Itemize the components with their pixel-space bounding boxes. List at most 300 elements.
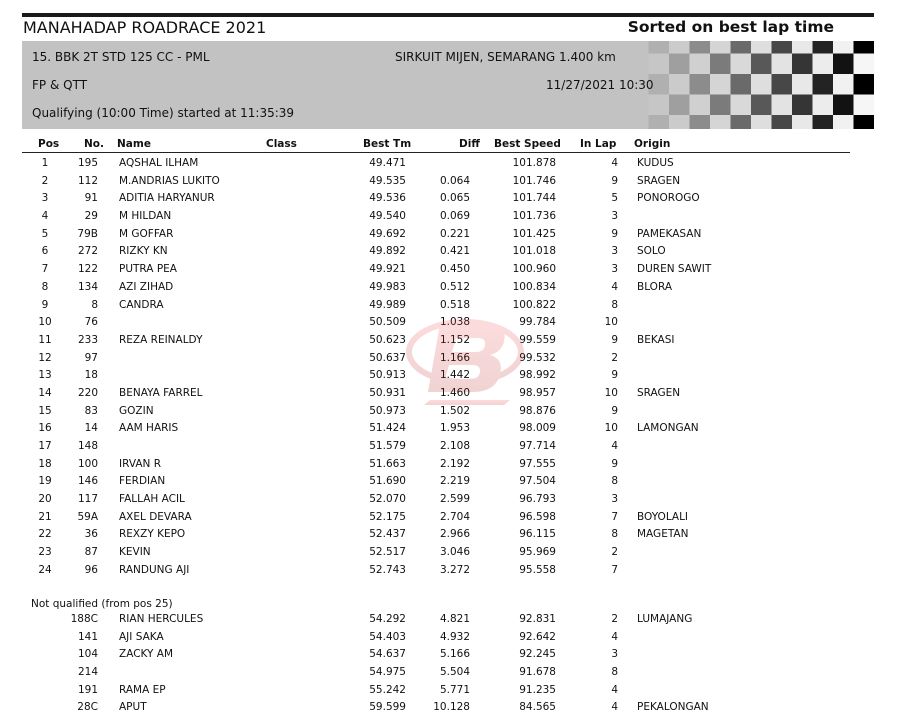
number-cell: 79B xyxy=(77,227,98,240)
diff-cell: 10.128 xyxy=(433,701,470,714)
checker-cell xyxy=(669,74,690,95)
best-speed-cell: 99.784 xyxy=(519,316,556,329)
best-time-cell: 49.921 xyxy=(369,263,406,276)
results-table xyxy=(22,155,850,580)
pos-cell: 2 xyxy=(41,174,49,187)
name-cell: ZACKY AM xyxy=(119,648,174,661)
table-row xyxy=(22,332,850,350)
best-time-cell: 54.403 xyxy=(369,630,406,643)
checker-cell xyxy=(792,115,813,129)
pos-cell: 6 xyxy=(41,245,49,258)
number-cell: 97 xyxy=(84,351,98,364)
pos-cell: 10 xyxy=(38,316,52,329)
best-time-cell: 54.292 xyxy=(369,613,406,625)
table-row xyxy=(22,473,850,491)
origin-cell: KUDUS xyxy=(637,157,674,169)
best-speed-cell: 91.235 xyxy=(519,683,556,696)
col-in-lap: In Lap xyxy=(580,138,617,150)
pos-cell: 23 xyxy=(38,546,52,559)
diff-cell: 2.192 xyxy=(439,457,470,470)
name-cell: M HILDAN xyxy=(119,210,172,223)
diff-cell: 0.069 xyxy=(439,210,470,223)
table-row xyxy=(22,261,850,279)
checker-cell xyxy=(813,115,834,129)
best-time-cell: 51.663 xyxy=(369,457,406,470)
in-lap-cell: 10 xyxy=(604,422,618,435)
best-time-cell: 49.471 xyxy=(369,157,406,169)
best-speed-cell: 99.559 xyxy=(519,333,556,346)
diff-cell: 3.272 xyxy=(439,563,470,576)
diff-cell: 4.932 xyxy=(439,630,470,643)
table-row xyxy=(22,526,850,544)
diff-cell: 1.953 xyxy=(439,422,470,435)
best-time-cell: 52.437 xyxy=(369,528,406,541)
pos-cell: 18 xyxy=(38,457,52,470)
diff-cell: 0.421 xyxy=(439,245,470,258)
diff-cell: 3.046 xyxy=(439,546,470,559)
not-qualified-table xyxy=(22,611,850,717)
diff-cell: 0.064 xyxy=(439,174,470,187)
in-lap-cell: 9 xyxy=(611,404,618,417)
checker-cell xyxy=(833,95,854,116)
checker-cell xyxy=(731,115,752,129)
table-row xyxy=(22,279,850,297)
best-time-cell: 49.989 xyxy=(369,298,406,311)
circuit-name: SIRKUIT MIJEN, SEMARANG 1.400 km xyxy=(395,50,616,64)
col-name: Name xyxy=(117,138,151,150)
best-speed-cell: 98.992 xyxy=(519,369,556,382)
in-lap-cell: 3 xyxy=(611,263,618,276)
diff-cell: 1.502 xyxy=(439,404,470,417)
origin-cell: LUMAJANG xyxy=(637,613,693,625)
best-speed-cell: 100.960 xyxy=(512,263,556,276)
table-row xyxy=(22,682,850,700)
best-speed-cell: 101.736 xyxy=(512,210,556,223)
number-cell: 191 xyxy=(77,683,98,696)
table-row xyxy=(22,367,850,385)
name-cell: M.ANDRIAS LUKITO xyxy=(119,174,220,187)
checker-cell xyxy=(833,115,854,129)
in-lap-cell: 3 xyxy=(611,210,618,223)
best-time-cell: 51.424 xyxy=(369,422,406,435)
origin-cell: BLORA xyxy=(637,280,672,293)
number-cell: 117 xyxy=(77,493,98,506)
checker-cell xyxy=(751,115,772,129)
name-cell: CANDRA xyxy=(119,298,164,311)
pos-cell: 9 xyxy=(41,298,49,311)
checker-cell xyxy=(669,54,690,75)
name-cell: BENAYA FARREL xyxy=(119,386,203,399)
table-row xyxy=(22,646,850,664)
name-cell: RIZKY KN xyxy=(119,245,168,258)
best-time-cell: 50.509 xyxy=(369,316,406,329)
event-title: MANAHADAP ROADRACE 2021 xyxy=(23,18,267,37)
in-lap-cell: 8 xyxy=(611,475,618,488)
best-time-cell: 50.637 xyxy=(369,351,406,364)
col-origin: Origin xyxy=(634,138,671,150)
pos-cell: 24 xyxy=(38,563,52,576)
qualifying-info: Qualifying (10:00 Time) started at 11:35:39 xyxy=(32,106,295,120)
in-lap-cell: 2 xyxy=(611,546,618,559)
race-class: 15. BBK 2T STD 125 CC - PML xyxy=(32,50,210,64)
best-time-cell: 52.743 xyxy=(369,563,406,576)
best-time-cell: 52.517 xyxy=(369,546,406,559)
origin-cell: SRAGEN xyxy=(637,386,681,399)
pos-cell: 13 xyxy=(38,369,52,382)
best-speed-cell: 97.714 xyxy=(519,440,556,452)
table-row xyxy=(22,664,850,682)
checker-cell xyxy=(751,54,772,75)
table-row xyxy=(22,699,850,717)
in-lap-cell: 2 xyxy=(611,351,618,364)
in-lap-cell: 10 xyxy=(604,316,618,329)
table-row xyxy=(22,385,850,403)
diff-cell: 0.512 xyxy=(439,280,470,293)
diff-cell: 2.108 xyxy=(439,440,470,452)
checker-cell xyxy=(690,115,711,129)
table-row xyxy=(22,544,850,562)
pos-cell: 12 xyxy=(38,351,52,364)
table-header xyxy=(22,135,850,153)
diff-cell: 1.442 xyxy=(439,369,470,382)
number-cell: 233 xyxy=(77,333,98,346)
diff-cell: 0.450 xyxy=(439,263,470,276)
checker-cell xyxy=(792,54,813,75)
checker-cell xyxy=(690,74,711,95)
diff-cell: 1.038 xyxy=(439,316,470,329)
checker-cell xyxy=(731,74,752,95)
number-cell: 28C xyxy=(77,701,98,714)
number-cell: 87 xyxy=(84,546,98,559)
checker-cell xyxy=(690,54,711,75)
diff-cell: 0.518 xyxy=(439,298,470,311)
col-best-tm: Best Tm xyxy=(363,138,412,150)
origin-cell: MAGETAN xyxy=(637,528,689,541)
in-lap-cell: 3 xyxy=(611,245,618,258)
number-cell: 272 xyxy=(77,245,98,258)
number-cell: 220 xyxy=(77,386,98,399)
checker-cell xyxy=(649,95,670,116)
checker-cell xyxy=(731,54,752,75)
number-cell: 36 xyxy=(84,528,98,541)
in-lap-cell: 3 xyxy=(611,493,618,506)
in-lap-cell: 4 xyxy=(611,701,618,714)
best-speed-cell: 98.876 xyxy=(519,404,556,417)
best-speed-cell: 100.822 xyxy=(512,298,556,311)
in-lap-cell: 10 xyxy=(604,386,618,399)
table-row xyxy=(22,491,850,509)
best-speed-cell: 91.678 xyxy=(519,666,556,679)
checker-cell xyxy=(710,95,731,116)
best-speed-cell: 101.746 xyxy=(512,174,556,187)
best-time-cell: 50.931 xyxy=(369,386,406,399)
number-cell: 188C xyxy=(70,613,98,625)
in-lap-cell: 7 xyxy=(611,510,618,523)
pos-cell: 4 xyxy=(41,210,49,223)
in-lap-cell: 4 xyxy=(611,630,618,643)
table-row xyxy=(22,350,850,368)
origin-cell: SOLO xyxy=(637,245,666,258)
checker-cell xyxy=(751,41,772,54)
pos-cell: 22 xyxy=(38,528,52,541)
table-row xyxy=(22,420,850,438)
checker-cell xyxy=(813,74,834,95)
checker-cell xyxy=(690,41,711,54)
diff-cell: 1.152 xyxy=(439,333,470,346)
in-lap-cell: 5 xyxy=(611,192,618,205)
checker-cell xyxy=(669,95,690,116)
in-lap-cell: 4 xyxy=(611,683,618,696)
checkered-flag-icon xyxy=(624,41,874,129)
sort-label: Sorted on best lap time xyxy=(627,18,834,36)
best-time-cell: 49.983 xyxy=(369,280,406,293)
checker-cell xyxy=(854,41,875,54)
origin-cell: PEKALONGAN xyxy=(637,701,709,714)
name-cell: RANDUNG AJI xyxy=(119,563,190,576)
best-speed-cell: 101.878 xyxy=(512,157,556,169)
best-time-cell: 49.692 xyxy=(369,227,406,240)
origin-cell: DUREN SAWIT xyxy=(637,263,712,276)
pos-cell: 3 xyxy=(41,192,49,205)
table-row xyxy=(22,611,850,629)
number-cell: 18 xyxy=(84,369,98,382)
in-lap-cell: 9 xyxy=(611,333,618,346)
checker-cell xyxy=(731,95,752,116)
pos-cell: 1 xyxy=(41,157,49,169)
best-speed-cell: 101.425 xyxy=(512,227,556,240)
best-time-cell: 50.913 xyxy=(369,369,406,382)
checker-cell xyxy=(710,115,731,129)
diff-cell: 2.966 xyxy=(439,528,470,541)
pos-cell: 16 xyxy=(38,422,52,435)
name-cell: AZI ZIHAD xyxy=(119,280,174,293)
table-row xyxy=(22,243,850,261)
pos-cell: 17 xyxy=(38,440,52,452)
best-speed-cell: 101.744 xyxy=(512,192,556,205)
not-qualified-label: Not qualified (from pos 25) xyxy=(31,598,173,610)
origin-cell: PAMEKASAN xyxy=(637,227,702,240)
best-time-cell: 51.579 xyxy=(369,440,406,452)
diff-cell: 5.166 xyxy=(439,648,470,661)
checker-cell xyxy=(854,95,875,116)
checker-cell xyxy=(833,54,854,75)
pos-cell: 19 xyxy=(38,475,52,488)
table-row xyxy=(22,314,850,332)
best-time-cell: 49.892 xyxy=(369,245,406,258)
number-cell: 195 xyxy=(77,157,98,169)
table-row xyxy=(22,297,850,315)
number-cell: 100 xyxy=(77,457,98,470)
checker-cell xyxy=(710,54,731,75)
name-cell: AJI SAKA xyxy=(119,630,164,643)
in-lap-cell: 4 xyxy=(611,157,618,169)
best-time-cell: 52.175 xyxy=(369,510,406,523)
table-row xyxy=(22,509,850,527)
col-diff: Diff xyxy=(459,138,480,150)
in-lap-cell: 9 xyxy=(611,227,618,240)
name-cell: FALLAH ACIL xyxy=(119,493,185,506)
pos-cell: 20 xyxy=(38,493,52,506)
diff-cell: 5.771 xyxy=(439,683,470,696)
checker-cell xyxy=(854,74,875,95)
number-cell: 214 xyxy=(77,666,98,679)
checker-cell xyxy=(772,41,793,54)
name-cell: RIAN HERCULES xyxy=(119,613,204,625)
checker-cell xyxy=(813,95,834,116)
best-speed-cell: 92.245 xyxy=(519,648,556,661)
checker-cell xyxy=(833,74,854,95)
number-cell: 76 xyxy=(84,316,98,329)
diff-cell: 1.166 xyxy=(439,351,470,364)
checker-cell xyxy=(772,54,793,75)
table-row xyxy=(22,208,850,226)
origin-cell: BEKASI xyxy=(637,333,675,346)
checker-cell xyxy=(772,74,793,95)
pos-cell: 14 xyxy=(38,386,52,399)
name-cell: FERDIAN xyxy=(119,475,166,488)
best-speed-cell: 96.598 xyxy=(519,510,556,523)
best-speed-cell: 99.532 xyxy=(519,351,556,364)
name-cell: AXEL DEVARA xyxy=(119,510,192,523)
best-speed-cell: 98.957 xyxy=(519,386,556,399)
number-cell: 112 xyxy=(77,174,98,187)
best-speed-cell: 84.565 xyxy=(519,701,556,714)
header-rule xyxy=(22,152,850,153)
best-time-cell: 51.690 xyxy=(369,475,406,488)
checker-cell xyxy=(649,41,670,54)
table-row xyxy=(22,226,850,244)
checker-cell xyxy=(649,115,670,129)
number-cell: 8 xyxy=(91,298,98,311)
table-row xyxy=(22,562,850,580)
number-cell: 96 xyxy=(84,563,98,576)
diff-cell: 5.504 xyxy=(439,666,470,679)
name-cell: ADITIA HARYANUR xyxy=(119,192,215,205)
best-speed-cell: 96.115 xyxy=(519,528,556,541)
best-time-cell: 50.973 xyxy=(369,404,406,417)
origin-cell: BOYOLALI xyxy=(637,510,689,523)
table-row xyxy=(22,456,850,474)
best-speed-cell: 98.009 xyxy=(519,422,556,435)
checker-cell xyxy=(854,54,875,75)
in-lap-cell: 4 xyxy=(611,440,618,452)
name-cell: IRVAN R xyxy=(119,457,161,470)
name-cell: RAMA EP xyxy=(119,683,166,696)
best-speed-cell: 95.558 xyxy=(519,563,556,576)
checker-cell xyxy=(813,54,834,75)
best-time-cell: 55.242 xyxy=(369,683,406,696)
in-lap-cell: 9 xyxy=(611,457,618,470)
name-cell: PUTRA PEA xyxy=(119,263,177,276)
best-time-cell: 49.536 xyxy=(369,192,406,205)
checker-cell xyxy=(669,41,690,54)
session-name: FP & QTT xyxy=(32,78,88,92)
checker-cell xyxy=(813,41,834,54)
number-cell: 104 xyxy=(77,648,98,661)
session-info-box xyxy=(22,41,874,129)
name-cell: GOZIN xyxy=(119,404,154,417)
in-lap-cell: 3 xyxy=(611,648,618,661)
best-time-cell: 54.975 xyxy=(369,666,406,679)
number-cell: 148 xyxy=(77,440,98,452)
diff-cell: 2.219 xyxy=(439,475,470,488)
name-cell: KEVIN xyxy=(119,546,151,559)
number-cell: 83 xyxy=(84,404,98,417)
in-lap-cell: 4 xyxy=(611,280,618,293)
checker-cell xyxy=(731,41,752,54)
checker-cell xyxy=(833,41,854,54)
checker-cell xyxy=(854,115,875,129)
best-time-cell: 59.599 xyxy=(369,701,406,714)
diff-cell: 0.065 xyxy=(439,192,470,205)
best-speed-cell: 97.504 xyxy=(519,475,556,488)
best-time-cell: 52.070 xyxy=(369,493,406,506)
checker-cell xyxy=(669,115,690,129)
pos-cell: 7 xyxy=(41,263,49,276)
origin-cell: SRAGEN xyxy=(637,174,681,187)
best-speed-cell: 95.969 xyxy=(519,546,556,559)
col-best-speed: Best Speed xyxy=(494,138,561,150)
col-class: Class xyxy=(266,138,297,150)
pos-cell: 8 xyxy=(41,280,49,293)
diff-cell: 1.460 xyxy=(439,386,470,399)
name-cell: M GOFFAR xyxy=(119,227,174,240)
in-lap-cell: 8 xyxy=(611,528,618,541)
best-time-cell: 50.623 xyxy=(369,333,406,346)
in-lap-cell: 9 xyxy=(611,369,618,382)
origin-cell: LAMONGAN xyxy=(637,422,699,435)
in-lap-cell: 8 xyxy=(611,298,618,311)
number-cell: 91 xyxy=(84,192,98,205)
checker-cell xyxy=(792,74,813,95)
checker-cell xyxy=(690,95,711,116)
name-cell: REXZY KEPO xyxy=(119,528,186,541)
name-cell: APUT xyxy=(119,701,147,714)
number-cell: 122 xyxy=(77,263,98,276)
table-row xyxy=(22,438,850,456)
diff-cell: 2.704 xyxy=(439,510,470,523)
best-speed-cell: 100.834 xyxy=(512,280,556,293)
diff-cell: 0.221 xyxy=(439,227,470,240)
checker-cell xyxy=(751,95,772,116)
best-speed-cell: 92.642 xyxy=(519,630,556,643)
table-row xyxy=(22,190,850,208)
table-row xyxy=(22,155,850,173)
table-row xyxy=(22,629,850,647)
number-cell: 146 xyxy=(77,475,98,488)
number-cell: 59A xyxy=(77,510,98,523)
checker-cell xyxy=(792,95,813,116)
name-cell: AAM HARIS xyxy=(119,422,179,435)
checker-cell xyxy=(710,74,731,95)
checker-cell xyxy=(751,74,772,95)
best-speed-cell: 101.018 xyxy=(512,245,556,258)
in-lap-cell: 2 xyxy=(611,613,618,625)
name-cell: AQSHAL ILHAM xyxy=(119,157,199,169)
number-cell: 14 xyxy=(84,422,98,435)
number-cell: 141 xyxy=(77,630,98,643)
name-cell: REZA REINALDY xyxy=(119,333,203,346)
diff-cell: 2.599 xyxy=(439,493,470,506)
best-speed-cell: 97.555 xyxy=(519,457,556,470)
best-speed-cell: 92.831 xyxy=(519,613,556,625)
origin-cell: PONOROGO xyxy=(637,192,700,205)
best-time-cell: 54.637 xyxy=(369,648,406,661)
checker-cell xyxy=(649,54,670,75)
in-lap-cell: 9 xyxy=(611,174,618,187)
col-pos: Pos xyxy=(38,138,60,150)
pos-cell: 11 xyxy=(38,333,52,346)
